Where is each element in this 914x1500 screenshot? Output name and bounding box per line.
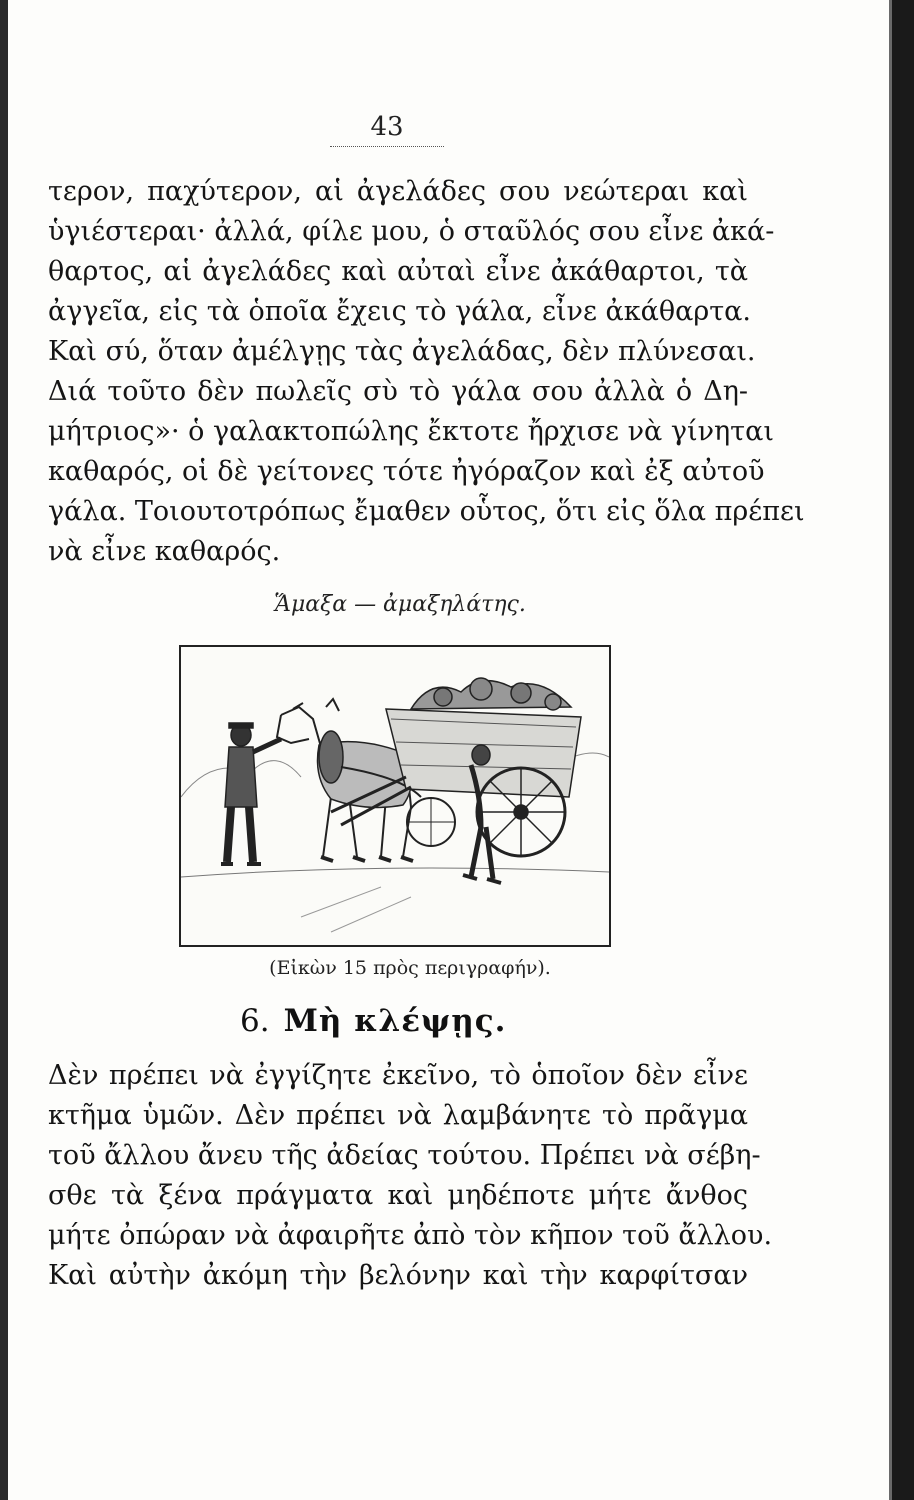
text-line: ὑγιέστεραι· ἀλλά, φίλε μου, ὁ σταῦλός σου εἶνε ἀκά- [48,216,775,247]
header-rule [330,146,444,147]
text-line: μήτε ὀπώραν νὰ ἀφαιρῆτε ἀπὸ τὸν κῆπον τοῦ ἄλλου. [48,1220,773,1251]
paragraph-1 [48,172,805,572]
figure-caption: (Εἰκὼν 15 πρὸς περιγραφήν). [269,957,551,979]
text-line: τοῦ ἄλλου ἄνευ τῆς ἀδείας τούτου. Πρέπει νὰ σέβη- [48,1140,761,1171]
text-line: κτῆμα ὑμῶν. Δὲν πρέπει νὰ λαμβάνητε τὸ πρᾶγμα [48,1100,748,1131]
section-number: 6. [240,1003,270,1039]
text-line: γάλα. Τοιουτοτρόπως ἔμαθεν οὗτος, ὅτι εἰς ὅλα πρέπει [48,496,805,527]
text-line: Καὶ αὐτὴν ἀκόμη τὴν βελόνην καὶ τὴν καρφίτσαν [48,1260,748,1291]
text-line: Καὶ σύ, ὅταν ἀμέλγῃς τὰς ἀγελάδας, δὲν πλύνεσαι. [48,336,756,367]
text-line: νὰ εἶνε καθαρός. [48,536,281,567]
text-line: Διά τοῦτο δὲν πωλεῖς σὺ τὸ γάλα σου ἀλλὰ ὁ Δη- [48,376,748,407]
paragraph-2 [48,1056,773,1296]
engraving-drawing [181,647,609,945]
text-line: μήτριος»· ὁ γαλακτοπώλης ἔκτοτε ἤρχισε νὰ γίνηται [48,416,774,447]
text-line: τερον, παχύτερον, αἱ ἀγελάδες σου νεώτεραι καὶ [48,176,748,207]
text-line: θαρτος, αἱ ἀγελάδες καὶ αὐταὶ εἶνε ἀκάθαρτοι, τὰ [48,256,748,287]
illustration-heading: Ἅμαξα — ἀμαξηλάτης. [274,592,526,617]
section-title: Μὴ κλέψῃς. [283,1003,507,1039]
page-number: 43 [370,112,404,142]
text-line: καθαρός, οἱ δὲ γείτονες τότε ἠγόραζον καὶ ἐξ αὐτοῦ [48,456,765,487]
illustration-cart-and-driver [179,645,611,947]
scan-border [892,0,914,1500]
text-line: σθε τὰ ξένα πράγματα καὶ μηδέποτε μήτε ἄνθος [48,1180,748,1211]
section-heading [240,1003,660,1039]
text-line: ἀγγεῖα, εἰς τὰ ὁποῖα ἔχεις τὸ γάλα, εἶνε ἀκάθαρτα. [48,296,751,327]
text-line: Δὲν πρέπει νὰ ἐγγίζητε ἐκεῖνο, τὸ ὁποῖον δὲν εἶνε [48,1060,748,1091]
